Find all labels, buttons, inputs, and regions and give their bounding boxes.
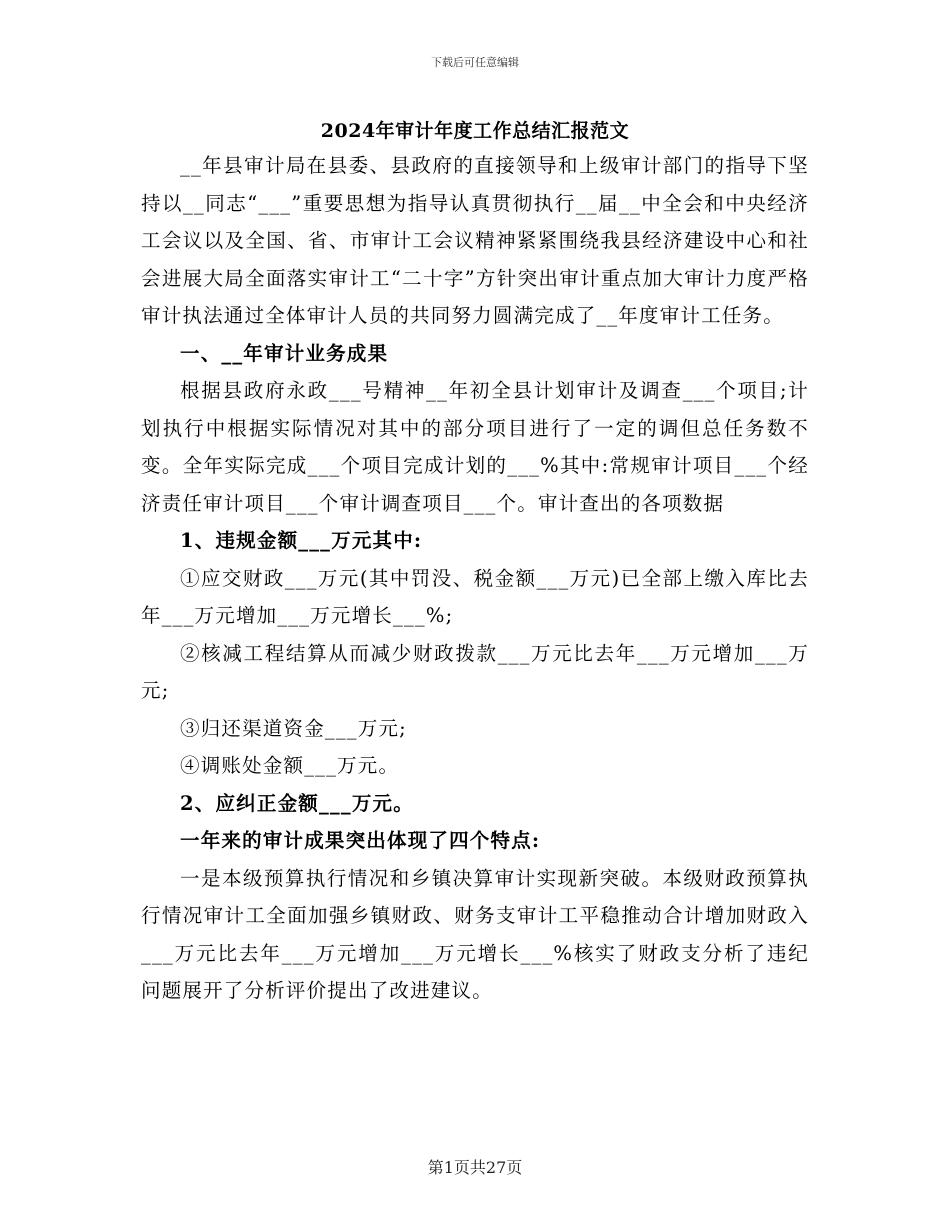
paragraph-intro: __年县审计局在县委、县政府的直接领导和上级审计部门的指导下坚持以__同志“___”重要思想为指导认真贯彻执行__届__中全会和中央经济工会议以及全国、省、市审计工会议精神紧紧围绕我县经济建设中心和社会进展大局全面落实审计工“二十字”方针突出审计重点加大审计力度严格审计执法通过全体审计人员的共同努力圆满完成了__年度审计工任务。 (141, 154, 809, 327)
list-item-2: ②核减工程结算从而减少财政拨款___万元比去年___万元增加___万元; (141, 641, 809, 702)
list-item-1: ①应交财政___万元(其中罚没、税金额___万元)已全部上缴入库比去年___万元增加___万元增长___%; (141, 566, 809, 627)
subheading-four-features: 一年来的审计成果突出体现了四个特点: (180, 829, 541, 852)
subheading-correction-amount: 2、应纠正金额___万元。 (180, 791, 414, 815)
paragraph-plan: 根据县政府永政___号精神__年初全县计划审计及调查___个项目;计划执行中根据实际情况对其中的部分项目进行了一定的调但总任务数不变。全年实际完成___个项目完成计划的___%其中:常规审计项目___个经济责任审计项目___个审计调查项目___个。审计查出的各项数据 (141, 379, 809, 515)
subheading-violation-amount: 1、违规金额___万元其中: (180, 529, 423, 552)
list-item-3: ③归还渠道资金___万元; (180, 716, 407, 740)
section-heading-1: 一、__年审计业务成果 (180, 341, 389, 365)
list-item-4: ④调账处金额___万元。 (180, 754, 400, 777)
header-note: 下载后可任意编辑 (431, 56, 519, 69)
page-footer: 第1页共27页 (427, 1158, 523, 1177)
paragraph-feature-one: 一是本级预算执行情况和乡镇决算审计实现新突破。本级财政预算执行情况审计工全面加强乡镇财政、财务支审计工平稳推动合计增加财政入___万元比去年___万元增加___万元增长___%核实了财政支分析了违纪问题展开了分析评价提出了改进建议。 (141, 866, 809, 1002)
document-title: 2024年审计年度工作总结汇报范文 (320, 120, 630, 142)
document-body (141, 147, 809, 1010)
